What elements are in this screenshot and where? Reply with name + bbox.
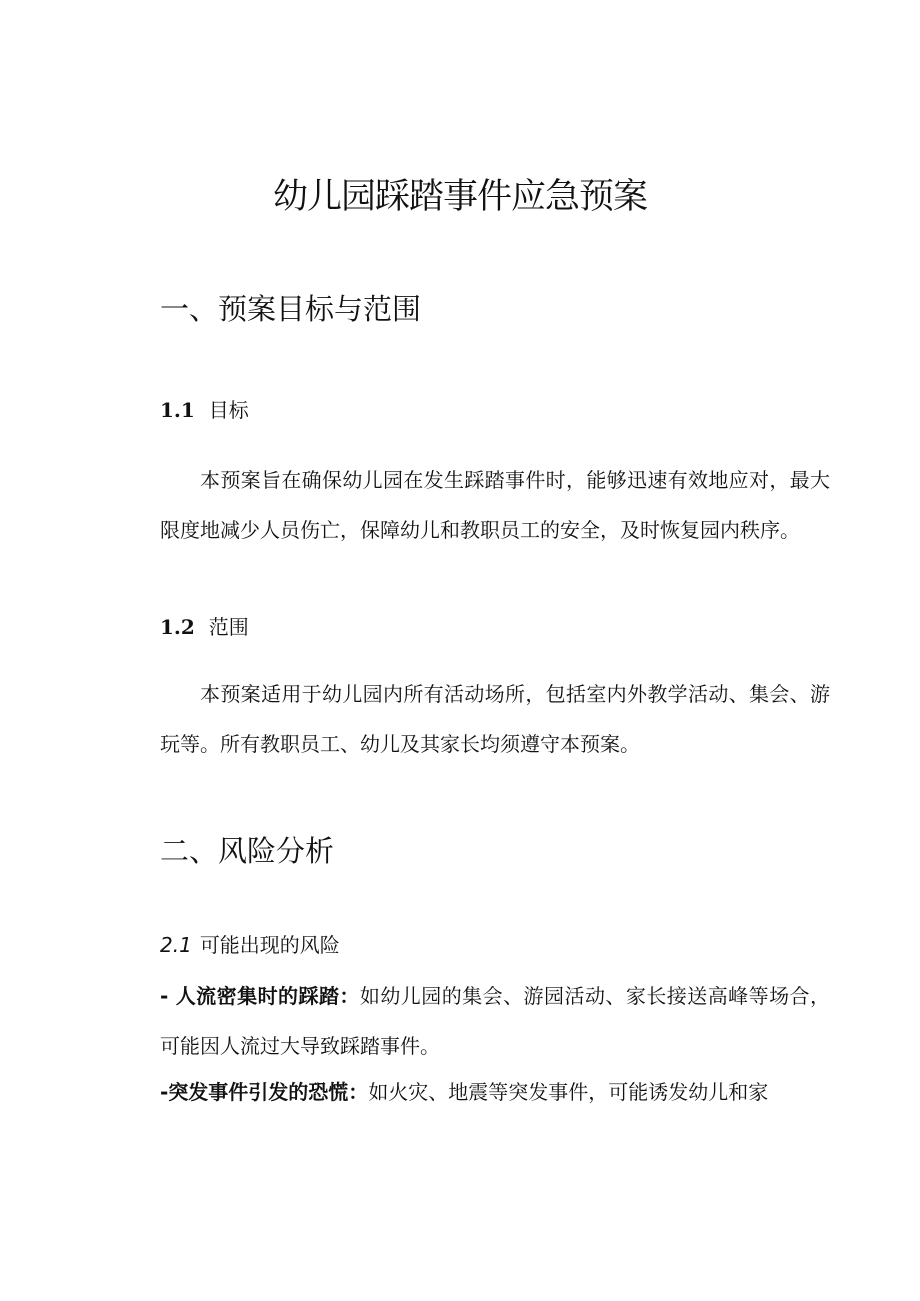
subsection-label: 目标	[208, 398, 249, 422]
subsection-label: 范围	[208, 615, 249, 639]
paragraph-goal: 本预案旨在确保幼儿园在发生踩踏事件时，能够迅速有效地应对，最大限度地减少人员伤亡，保障幼儿和教职员工的安全，及时恢复园内秩序。	[160, 468, 830, 542]
section-heading-1: 一、预案目标与范围	[160, 292, 422, 326]
section-heading-2: 二、风险分析	[160, 834, 335, 868]
subsection-heading-2-1	[160, 930, 340, 960]
risk-item-lead: - 人流密集时的踩踏：	[160, 984, 360, 1008]
risk-item-panic	[160, 1067, 830, 1117]
paragraph-scope: 本预案适用于幼儿园内所有活动场所，包括室内外教学活动、集会、游玩等。所有教职员工、幼儿及其家长均须遵守本预案。	[160, 682, 830, 756]
subsection-number: 1.1	[160, 398, 195, 422]
document-title: 幼儿园踩踏事件应急预案	[272, 177, 647, 217]
subsection-heading-1-2	[160, 612, 249, 642]
risk-item-text: 如幼儿园的集会、游园活动、家长接送高峰等场合，可能因人流过大导致踩踏事件。	[160, 984, 831, 1058]
subsection-number: 1.2	[160, 615, 195, 639]
subsection-heading-1-1	[160, 395, 249, 425]
risk-item-crowd	[160, 971, 830, 1071]
subsection-number: 2.1	[160, 933, 192, 957]
risk-item-lead: -突发事件引发的恐慌：	[160, 1080, 369, 1104]
subsection-label: 可能出现的风险	[199, 933, 340, 957]
risk-item-text: 如火灾、地震等突发事件，可能诱发幼儿和家	[368, 1080, 769, 1104]
